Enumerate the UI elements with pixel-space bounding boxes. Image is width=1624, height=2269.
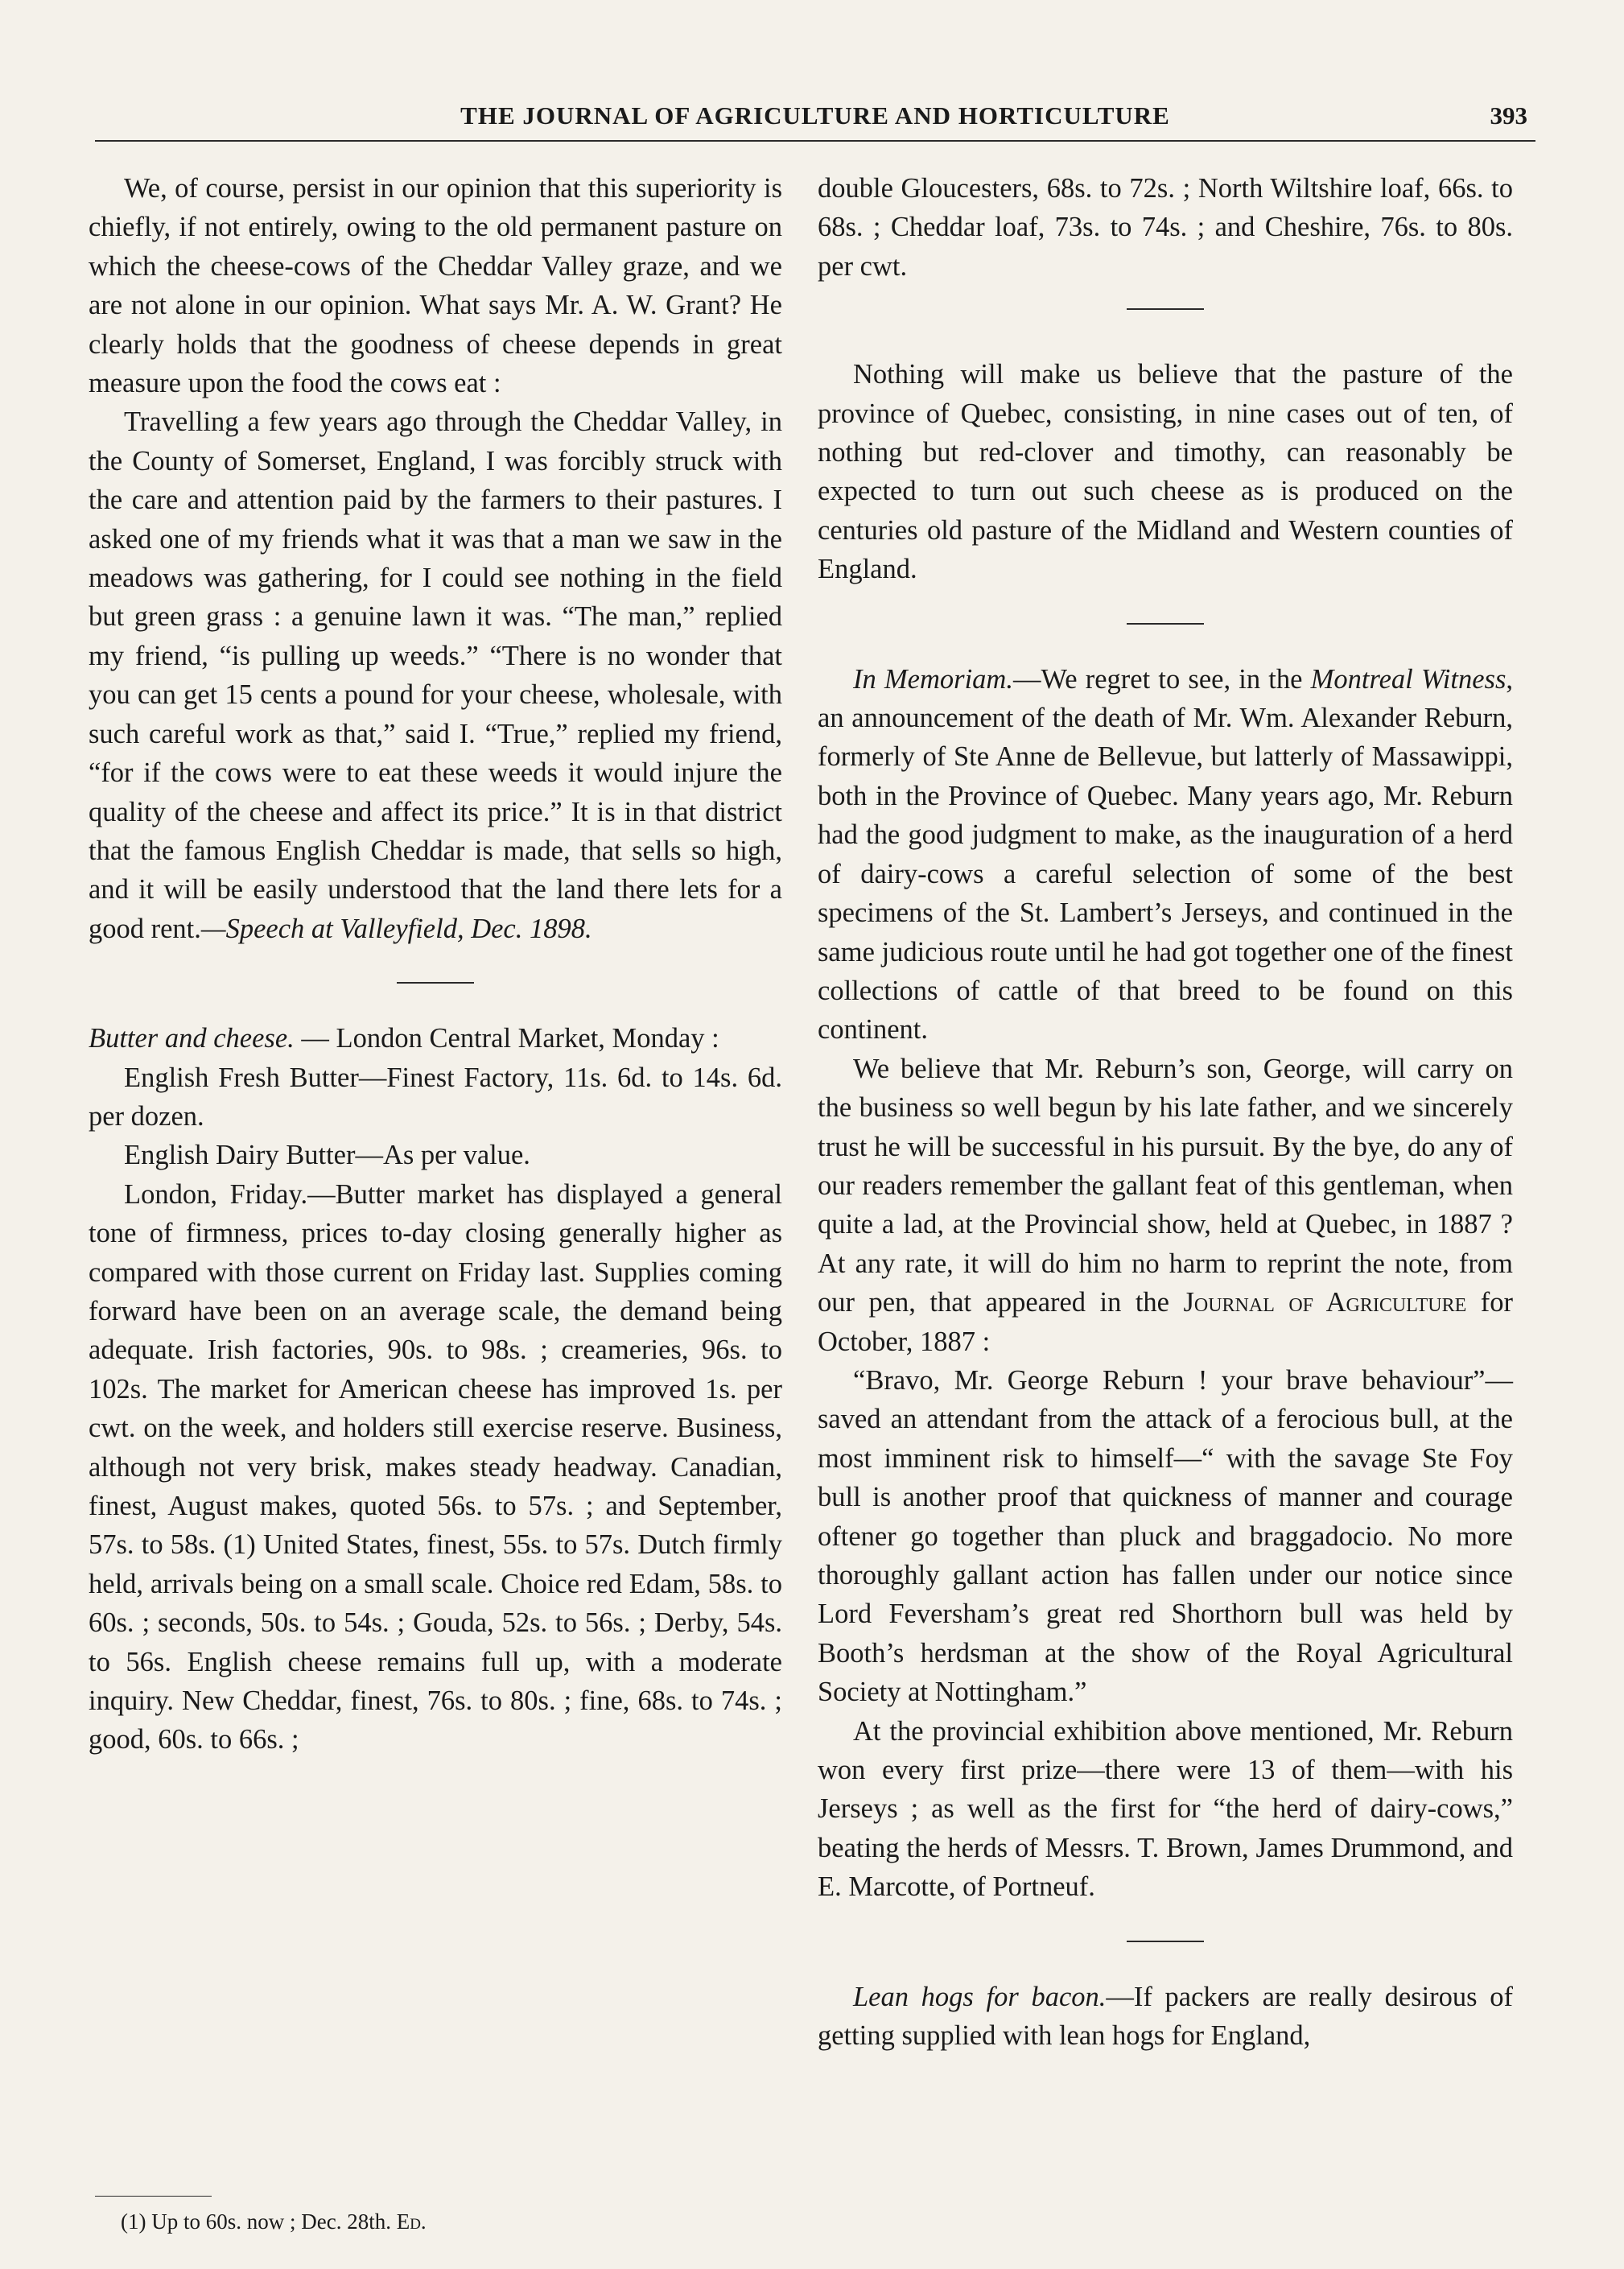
page-number: 393 xyxy=(1490,101,1527,130)
in-memoriam-heading: In Memoriam. xyxy=(853,663,1013,695)
footnote-editor: Ed. xyxy=(396,2209,427,2234)
section-divider xyxy=(1127,1941,1204,1942)
paragraph-bravo-quote: “Bravo, Mr. George Reburn ! your brave behaviour”—saved an attendant from the attack of a ferocious bull, at the most imminent risk to himself—“ with the savage Ste Foy bull is another proof that quickness of manner and courage oftener go together than pluck and braggadocio. No more thoroughly gallant action has fallen under our notice since Lord Feversham’s great red Shorthorn bull was held by Booth’s herdsman at the show of the Royal Agricultural Society at Nottingham.” xyxy=(818,1364,1513,1708)
butter-cheese-heading-paragraph xyxy=(89,1019,782,1058)
in-memoriam-text-a: —We regret to see, in the xyxy=(1012,663,1311,695)
george-reburn-text-b: for October, 1887 : xyxy=(818,1287,1513,1357)
right-column xyxy=(818,169,1513,2055)
journal-title: Journal of Agriculture xyxy=(1183,1287,1467,1318)
grant-quote-text: Travelling a few years ago through the Cheddar Valley, in the County of Somerset, England, I was forcibly struck with the care and attention paid by the farmers to their pastures. I asked one of my friends what it was that a man we saw in the meadows was gathering, for I could see nothing in the field but green grass : a genuine lawn it was. “The man,” replied my friend, “is pulling up weeds.” “There is no wonder that you can get 15 cents a pound for your cheese, wholesale, with such careful work as that,” said I. “True,” replied my friend, “for if the cows were to eat these weeds it would injure the quality of the cheese and affect its price.” It is in that district that the famous English Cheddar is made, that sells so high, and it will be easily understood that the land there lets for a good rent. xyxy=(89,406,782,944)
paragraph-cheddar-opinion: We, of course, persist in our opinion that this superiority is chiefly, if not entirely, owing to the old permanent pasture on which the cheese-cows of the Cheddar Valley graze, and we are not alone in our opinion. What says Mr. A. W. Grant? He clearly holds that the goodness of cheese depends in great measure upon the food the cows eat : xyxy=(89,173,782,399)
grant-quote-source: —Speech at Valleyfield, Dec. 1898. xyxy=(200,913,592,944)
paragraph-quebec-pasture: Nothing will make us believe that the pasture of the province of Quebec, consisting, in nine cases out of ten, of nothing but red-clover and timothy, can reasonably be expected to turn out such cheese as is produced on the centuries old pasture of the Midland and Western counties of England. xyxy=(818,359,1513,585)
george-reburn-text-a: We believe that Mr. Reburn’s son, George, will carry on the business so well begun by his late father, and we sincerely trust he will be successful in his pursuit. By the bye, do any of our readers remember the gallant feat of this gentleman, when quite a lad, at the Provincial show, held at Quebec, in 1887 ? At any rate, it will do him no harm to reprint the note, from our pen, that appeared in the xyxy=(818,1053,1513,1318)
paragraph-market-report: London, Friday.—Butter market has displayed a general tone of firmness, prices to-day closing generally higher as compared with those current on Friday last. Supplies coming forward have been on an average scale, the demand being adequate. Irish factories, 90s. to 98s. ; creameries, 96s. to 102s. The market for American cheese has improved 1s. per cwt. on the week, and holders still exercise reserve. Business, although not very brisk, makes steady headway. Canadian, finest, August makes, quoted 56s. to 57s. ; and September, 57s. to 58s. (1) United States, finest, 55s. to 57s. Dutch firmly held, arrivals being on a small scale. Choice red Edam, 58s. to 60s. ; seconds, 50s. to 54s. ; Gouda, 52s. to 56s. ; Derby, 54s. to 56s. English cheese remains full up, with a moderate inquiry. New Cheddar, finest, 76s. to 80s. ; fine, 68s. to 74s. ; good, 60s. to 66s. ; xyxy=(89,1178,782,1755)
lean-hogs-text: —If packers are really desirous of getting supplied with lean hogs for England, xyxy=(818,1981,1513,2052)
section-divider xyxy=(397,982,474,984)
paragraph-provincial-exhibition: At the provincial exhibition above mentioned, Mr. Reburn won every first prize—there were 13 of them—with his Jerseys ; as well as the first for “the herd of dairy-cows,” beating the herds of Messrs. T. Brown, James Drummond, and E. Marcotte, of Portneuf. xyxy=(818,1715,1513,1903)
footnote xyxy=(121,2207,427,2236)
paragraph-grant-quote xyxy=(89,402,782,948)
butter-cheese-heading: Butter and cheese. xyxy=(89,1023,295,1054)
footnote-rule xyxy=(95,2196,212,2197)
left-column xyxy=(89,169,782,1760)
page-header xyxy=(95,95,1535,142)
lean-hogs-heading: Lean hogs for bacon. xyxy=(853,1981,1107,2012)
paragraph-in-memoriam xyxy=(818,660,1513,1050)
section-divider xyxy=(1127,308,1204,310)
montreal-witness-title: Montreal Witness xyxy=(1310,663,1507,695)
paragraph-cheese-prices-cont: double Gloucesters, 68s. to 72s. ; North Wiltshire loaf, 66s. to 68s. ; Cheddar loaf, 73s. to 74s. ; and Cheshire, 76s. to 80s. per cwt. xyxy=(818,173,1513,282)
footnote-text: (1) Up to 60s. now ; Dec. 28th. xyxy=(121,2209,391,2234)
in-memoriam-text-b: , an announcement of the death of Mr. Wm. Alexander Reburn, formerly of Ste Anne de Bellevue, but latterly of Massawippi, both in the Province of Quebec. Many years ago, Mr. Reburn had the good judgment to make, as the inauguration of a herd of dairy-cows a careful selection of some of the best specimens of the St. Lambert’s Jerseys, and continued in the same judicious route until he had got together one of the finest collections of cattle of that breed to be found on this continent. xyxy=(818,663,1513,1046)
paragraph-dairy-butter: English Dairy Butter—As per value. xyxy=(124,1140,530,1171)
paragraph-fresh-butter: English Fresh Butter—Finest Factory, 11s. 6d. to 14s. 6d. per dozen. xyxy=(89,1062,782,1132)
butter-cheese-intro: — London Central Market, Monday : xyxy=(294,1023,719,1054)
paragraph-george-reburn xyxy=(818,1050,1513,1361)
section-divider xyxy=(1127,623,1204,625)
paragraph-lean-hogs xyxy=(818,1978,1513,2056)
running-title: THE JOURNAL OF AGRICULTURE AND HORTICULTURE xyxy=(460,101,1170,130)
